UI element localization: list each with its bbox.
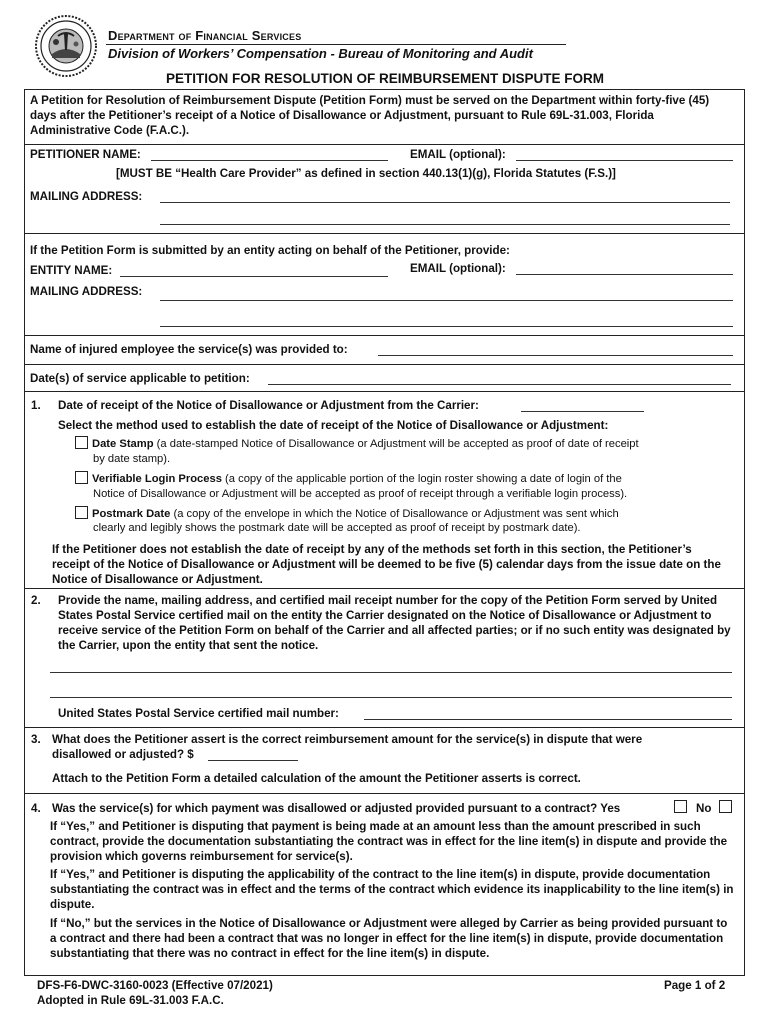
verifiable-login-desc: (a copy of the applicable portion of the login roster showing a date of login of the	[221, 473, 622, 485]
postmark-date-checkbox[interactable]	[75, 506, 88, 519]
option-verifiable-login	[75, 471, 735, 487]
dates-of-service-label: Date(s) of service applicable to petition:	[30, 372, 250, 385]
entity-name-field[interactable]	[120, 276, 388, 277]
date-stamp-desc-cont: by date stamp).	[93, 453, 171, 465]
entity-intro: If the Petition Form is submitted by an entity acting on behalf of the Petitioner, provide:	[30, 244, 510, 257]
form-title: PETITION FOR RESOLUTION OF REIMBURSEMENT DISPUTE FORM	[165, 71, 604, 86]
contract-yes-checkbox[interactable]	[674, 798, 691, 816]
postmark-date-title: Postmark Date	[92, 508, 171, 520]
separator	[24, 391, 745, 392]
verifiable-login-title: Verifiable Login Process	[92, 473, 222, 485]
section-3-attach: Attach to the Petition Form a detailed calculation of the amount the Petitioner asserts is correct.	[52, 772, 581, 785]
injured-employee-label: Name of injured employee the service(s) was provided to:	[30, 343, 348, 356]
separator	[24, 335, 745, 336]
section-3-number: 3.	[31, 733, 41, 746]
section-1-number: 1.	[31, 399, 41, 412]
date-stamp-desc: (a date-stamped Notice of Disallowance or Adjustment will be accepted as proof of date of receipt	[153, 438, 639, 450]
entity-email-label: EMAIL (optional):	[410, 262, 506, 275]
separator	[24, 233, 745, 234]
separator	[24, 588, 745, 589]
must-be-note: [MUST BE “Health Care Provider” as defined in section 440.13(1)(g), Florida Statutes (F.S.)]	[116, 167, 616, 180]
florida-seal-icon	[34, 14, 98, 78]
petitioner-name-field[interactable]	[151, 160, 388, 161]
section-3-line2: disallowed or adjusted? $	[52, 748, 194, 761]
usps-label: United States Postal Service certified mail number:	[58, 707, 339, 720]
option-postmark-date	[75, 506, 735, 522]
header-rule	[106, 44, 566, 45]
page-number: Page 1 of 2	[664, 979, 726, 992]
select-method-label: Select the method used to establish the date of receipt of the Notice of Disallowance or Adjustment:	[58, 419, 609, 432]
receipt-date-field[interactable]	[521, 411, 644, 412]
separator	[24, 727, 745, 728]
petitioner-mailing-label: MAILING ADDRESS:	[30, 190, 143, 203]
contract-no-checkbox[interactable]	[719, 798, 736, 816]
petitioner-mailing-field-1[interactable]	[160, 202, 730, 203]
section-2-text: Provide the name, mailing address, and certified mail receipt number for the copy of the Petition Form served by United States Postal Service certified mail on the entity the Carrier designated on the Notice of Disallowance or Adjustment to receive service of the Petition Form on behalf of the Carrier and all affected parties; or if no such entity was designated by the Carrier, upon the entity that sent the notice.	[58, 594, 731, 652]
reimbursement-amount-field[interactable]	[208, 760, 298, 761]
petitioner-email-label: EMAIL (optional):	[410, 148, 506, 161]
usps-number-field[interactable]	[364, 719, 732, 720]
form-id: DFS-F6-DWC-3160-0023 (Effective 07/2021)	[37, 979, 273, 992]
date-stamp-checkbox[interactable]	[75, 436, 88, 449]
petitioner-name-label: PETITIONER NAME:	[30, 148, 141, 161]
dates-of-service-field[interactable]	[268, 384, 731, 385]
injured-employee-field[interactable]	[378, 355, 733, 356]
section-4-number: 4.	[31, 802, 41, 815]
entity-mailing-field-2[interactable]	[160, 326, 733, 327]
section-3-line1: What does the Petitioner assert is the correct reimbursement amount for the service(s) in dispute that were	[52, 733, 643, 746]
contract-no-label: No	[696, 802, 712, 815]
separator	[24, 793, 745, 794]
department-name: Department of Financial Services	[108, 28, 302, 43]
adopted-rule: Adopted in Rule 69L-31.003 F.A.C.	[37, 994, 224, 1007]
entity-name-label: ENTITY NAME:	[30, 264, 113, 277]
contract-no-paragraph: If “No,” but the services in the Notice of Disallowance or Adjustment were alleged by Carrier as being provided pursuant to a contract and there had been a contract that was no longer in effect for the line item(s) in dispute, provide documentation substantiating that there was no contract in effect for the line item(s) in dispute.	[50, 917, 728, 960]
entity-email-field[interactable]	[516, 274, 733, 275]
division-name: Division of Workers’ Compensation - Bureau of Monitoring and Audit	[108, 46, 533, 61]
petitioner-email-field[interactable]	[516, 160, 733, 161]
section-2-field-2[interactable]	[50, 697, 732, 698]
section-2-number: 2.	[31, 594, 41, 607]
intro-text: A Petition for Resolution of Reimbursement Dispute (Petition Form) must be served on the Department within forty-five (45) days after the Petitioner’s receipt of a Notice of Disallowance or Adjustment, pursuant to Rule 69L-31.003, Florida Administrative Code (F.A.C.).	[30, 94, 710, 137]
receipt-date-label: Date of receipt of the Notice of Disallowance or Adjustment from the Carrier:	[58, 399, 479, 412]
contract-yes-paragraph-1: If “Yes,” and Petitioner is disputing that payment is being made at an amount less than the amount prescribed in such contract, provide the documentation substantiating the contract was in effect for the line item(s) in dispute and provide the provision which governs reimbursement for service(s).	[50, 820, 728, 863]
separator	[24, 144, 745, 145]
entity-mailing-field-1[interactable]	[160, 300, 733, 301]
petitioner-mailing-field-2[interactable]	[160, 224, 730, 225]
contract-yes-paragraph-2: If “Yes,” and Petitioner is disputing the applicability of the contract to the line item(s) in dispute, provide documentation substantiating the contract was in effect and the terms of the contract which evidence its inapplicability to the line item(s) in dispute.	[50, 868, 734, 911]
verifiable-login-desc-cont: Notice of Disallowance or Adjustment will be accepted as proof of receipt through a verifiable login process).	[93, 488, 628, 500]
postmark-date-desc-cont: clearly and legibly shows the postmark date will be accepted as proof of receipt by postmark date).	[93, 522, 581, 534]
contract-question: Was the service(s) for which payment was disallowed or adjusted provided pursuant to a contract? Yes	[52, 802, 621, 815]
separator	[24, 364, 745, 365]
date-stamp-title: Date Stamp	[92, 438, 154, 450]
entity-mailing-label: MAILING ADDRESS:	[30, 285, 143, 298]
option-date-stamp	[75, 436, 735, 452]
receipt-footnote: If the Petitioner does not establish the date of receipt by any of the methods set forth in this section, the Petitioner’s receipt of the Notice of Disallowance or Adjustment will be deemed to be five (5) calendar days from the issue date on the Notice of Disallowance or Adjustment.	[52, 543, 721, 586]
section-2-field-1[interactable]	[50, 672, 732, 673]
verifiable-login-checkbox[interactable]	[75, 471, 88, 484]
postmark-date-desc: (a copy of the envelope in which the Notice of Disallowance or Adjustment was sent which	[170, 508, 619, 520]
